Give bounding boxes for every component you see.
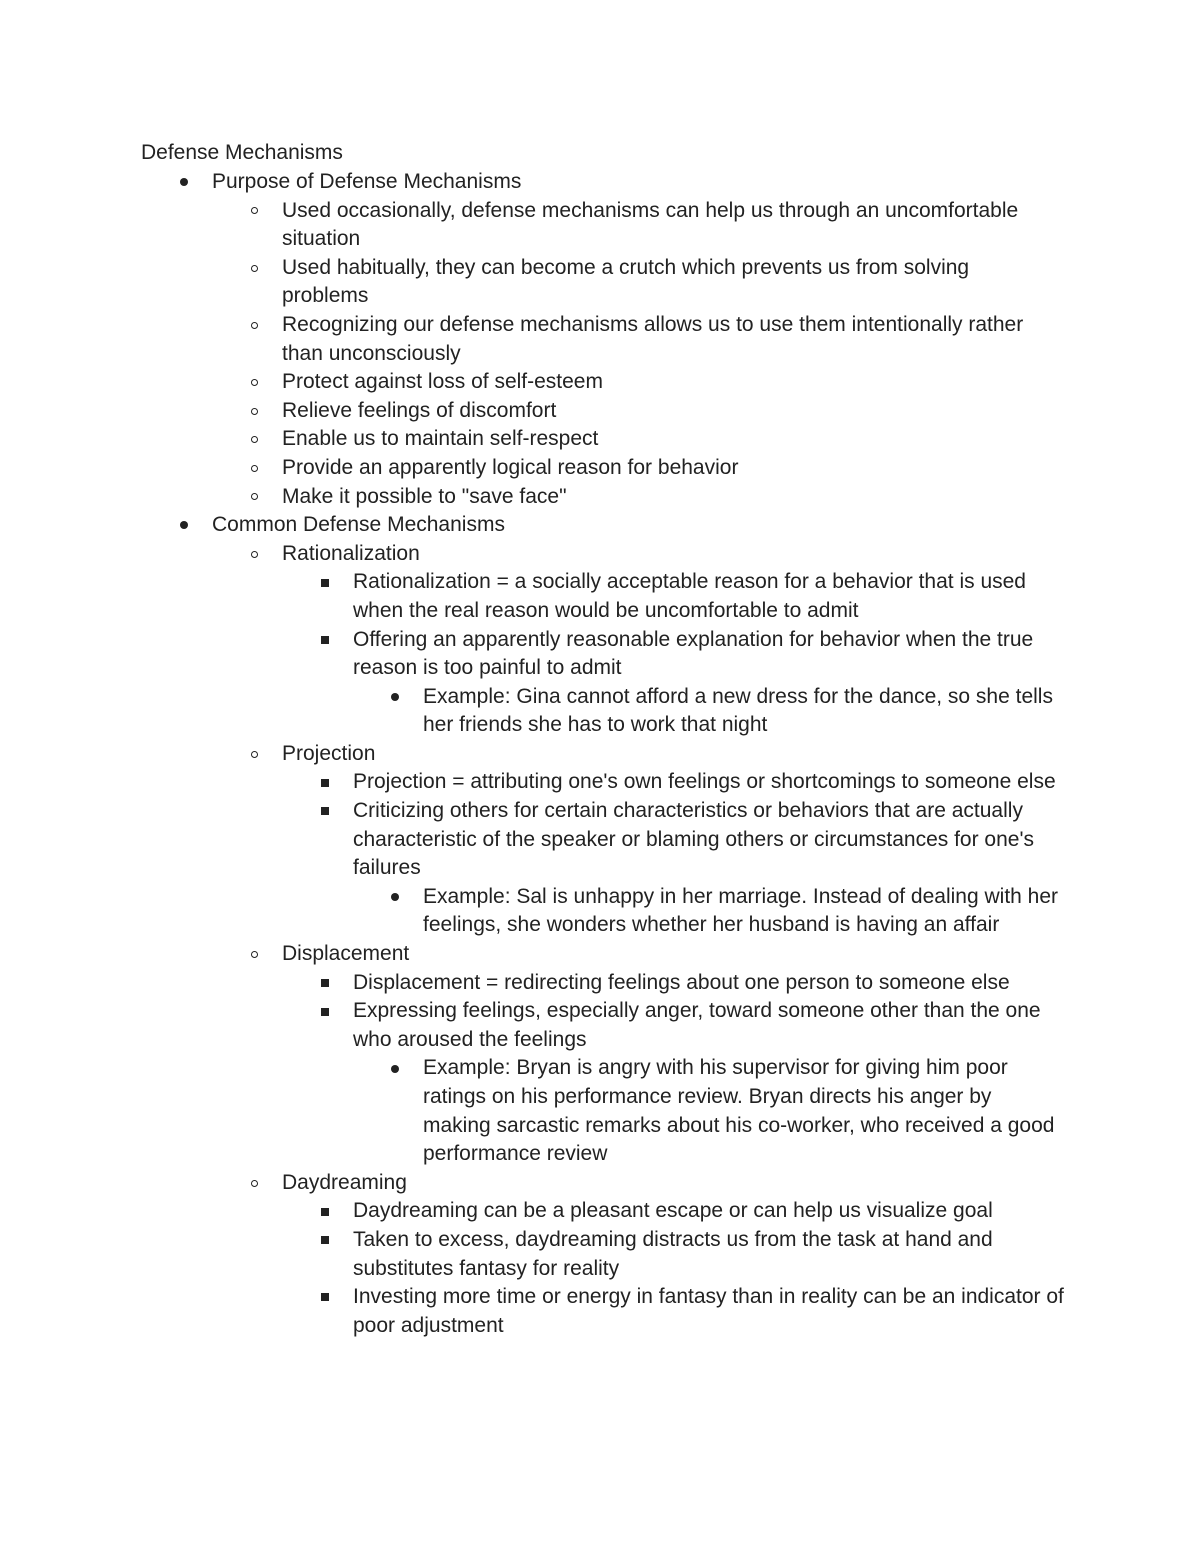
list-item-text: Daydreaming	[282, 1170, 407, 1194]
disc-bullet-icon	[177, 511, 191, 540]
mechanism-name	[0, 540, 1200, 569]
list-item	[0, 483, 1200, 512]
section-heading	[0, 511, 1200, 540]
list-item-text: Taken to excess, daydreaming distracts us from the task at hand and substitutes fantasy for reality	[353, 1227, 993, 1280]
circle-bullet-icon	[247, 740, 261, 769]
list-item	[0, 254, 1200, 311]
list-item-text: Offering an apparently reasonable explanation for behavior when the true reason is too painful to admit	[353, 627, 1034, 680]
list-item-text: Recognizing our defense mechanisms allows us to use them intentionally rather than unconsciously	[282, 312, 1024, 365]
mechanism-point	[0, 768, 1200, 797]
mechanism-example	[0, 1054, 1200, 1168]
list-item-text: Example: Gina cannot afford a new dress for the dance, so she tells her friends she has to work that night	[423, 684, 1053, 737]
circle-bullet-icon	[247, 311, 261, 340]
mechanism-point	[0, 1197, 1200, 1226]
outline-list	[0, 168, 1200, 1340]
mechanism-example	[0, 883, 1200, 940]
list-item-text: Used occasionally, defense mechanisms can help us through an uncomfortable situation	[282, 198, 1019, 251]
square-bullet-icon	[318, 626, 332, 655]
list-item-text: Example: Sal is unhappy in her marriage. Instead of dealing with her feelings, she wonders whether her husband is having an affair	[423, 884, 1059, 937]
list-item-text: Projection	[282, 741, 376, 765]
list-item-text: Projection = attributing one's own feelings or shortcomings to someone else	[353, 770, 1056, 794]
list-item	[0, 397, 1200, 426]
circle-bullet-icon	[247, 397, 261, 426]
section-heading	[0, 168, 1200, 197]
list-item-text: Enable us to maintain self-respect	[282, 427, 599, 451]
square-bullet-icon	[318, 768, 332, 797]
circle-bullet-icon	[247, 254, 261, 283]
square-bullet-icon	[318, 1226, 332, 1255]
list-item-text: Protect against loss of self-esteem	[282, 370, 603, 394]
list-item-text: Investing more time or energy in fantasy than in reality can be an indicator of poor adjustment	[353, 1285, 1064, 1337]
list-item-text: Provide an apparently logical reason for behavior	[282, 455, 739, 479]
list-item-text: Rationalization = a socially acceptable reason for a behavior that is used when the real reason would be uncomfortable to admit	[353, 570, 1026, 622]
square-bullet-icon	[318, 1197, 332, 1226]
circle-bullet-icon	[247, 1169, 261, 1198]
square-bullet-icon	[318, 1283, 332, 1312]
document-title: Defense Mechanisms	[141, 141, 343, 164]
circle-bullet-icon	[247, 197, 261, 226]
circle-bullet-icon	[247, 483, 261, 512]
list-item-text: Example: Bryan is angry with his supervisor for giving him poor ratings on his performance review. Bryan directs his anger by making sarcastic remarks about his co-worker, who received a good performance review	[423, 1056, 1055, 1166]
mechanism-point	[0, 797, 1200, 883]
list-item	[0, 425, 1200, 454]
list-item	[0, 311, 1200, 368]
circle-bullet-icon	[247, 940, 261, 969]
disc-bullet-icon	[177, 168, 191, 197]
disc-bullet-icon	[388, 683, 402, 712]
list-item	[0, 197, 1200, 254]
disc-bullet-icon	[388, 1054, 402, 1083]
mechanism-point	[0, 1226, 1200, 1283]
square-bullet-icon	[318, 969, 332, 998]
mechanism-name	[0, 940, 1200, 969]
disc-bullet-icon	[388, 883, 402, 912]
list-item-text: Rationalization	[282, 541, 420, 565]
list-item	[0, 368, 1200, 397]
list-item-text: Relieve feelings of discomfort	[282, 398, 557, 422]
list-item-text: Criticizing others for certain characteristics or behaviors that are actually characteristic of the speaker or blaming others or circumstances for one's failures	[353, 799, 1034, 880]
mechanism-point	[0, 626, 1200, 683]
list-item-text: Daydreaming can be a pleasant escape or can help us visualize goal	[353, 1199, 993, 1223]
list-item-text: Displacement	[282, 942, 410, 966]
list-item-text: Common Defense Mechanisms	[212, 513, 505, 537]
circle-bullet-icon	[247, 454, 261, 483]
circle-bullet-icon	[247, 540, 261, 569]
circle-bullet-icon	[247, 368, 261, 397]
list-item-text: Make it possible to "save face"	[282, 484, 567, 508]
square-bullet-icon	[318, 797, 332, 826]
circle-bullet-icon	[247, 425, 261, 454]
mechanism-name	[0, 740, 1200, 769]
list-item-text: Expressing feelings, especially anger, toward someone other than the one who aroused the feelings	[353, 999, 1041, 1051]
list-item-text: Purpose of Defense Mechanisms	[212, 170, 522, 193]
mechanism-point	[0, 568, 1200, 625]
mechanism-example	[0, 683, 1200, 740]
square-bullet-icon	[318, 568, 332, 597]
mechanism-point	[0, 969, 1200, 998]
square-bullet-icon	[318, 997, 332, 1026]
mechanism-point	[0, 1283, 1200, 1340]
list-item-text: Displacement = redirecting feelings about one person to someone else	[353, 970, 1010, 994]
list-item-text: Used habitually, they can become a crutch which prevents us from solving problems	[282, 255, 970, 308]
mechanism-name	[0, 1169, 1200, 1198]
list-item	[0, 454, 1200, 483]
mechanism-point	[0, 997, 1200, 1054]
